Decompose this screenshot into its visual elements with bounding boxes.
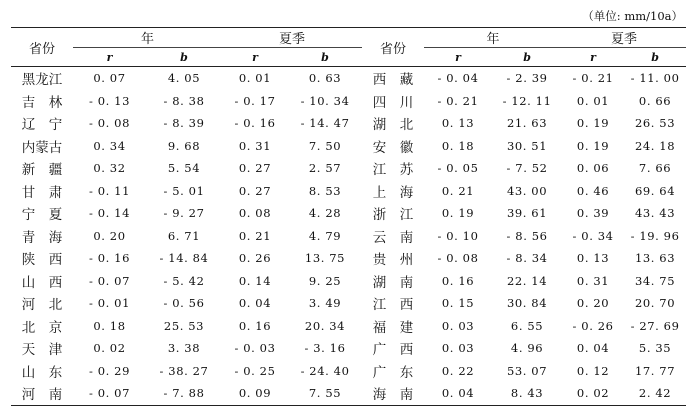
summer-b-cell: 2. 57 bbox=[308, 161, 342, 176]
year-b-cell: 39. 61 bbox=[506, 206, 548, 221]
year-b-cell: 9. 68 bbox=[167, 138, 201, 153]
summer-b-cell: - 19. 96 bbox=[630, 228, 680, 243]
year-r-cell: - 0. 05 bbox=[437, 161, 479, 176]
header-b: b bbox=[321, 50, 329, 64]
year-r-cell: - 0. 29 bbox=[88, 363, 130, 378]
summer-r-cell: 0. 01 bbox=[238, 71, 272, 86]
table-row bbox=[11, 180, 686, 203]
year-r-cell: 0. 22 bbox=[441, 363, 475, 378]
year-b-cell: 8. 43 bbox=[492, 382, 562, 405]
summer-b-cell: 4. 79 bbox=[308, 228, 342, 243]
table-row bbox=[11, 382, 686, 405]
header-row-1 bbox=[11, 28, 686, 48]
summer-b-cell: 13. 75 bbox=[304, 251, 346, 266]
summer-r-cell: 0. 16 bbox=[238, 318, 272, 333]
header-r: r bbox=[455, 50, 461, 64]
province-cell: 浙 江 bbox=[372, 207, 414, 224]
summer-r-cell: - 0. 03 bbox=[234, 341, 276, 356]
table-row bbox=[11, 292, 686, 315]
summer-b-cell: - 24. 40 bbox=[300, 363, 350, 378]
summer-r-cell: - 0. 25 bbox=[234, 363, 276, 378]
header-r: r bbox=[106, 50, 113, 64]
province-cell: 吉 林 bbox=[21, 94, 63, 111]
year-b-cell: - 8. 38 bbox=[163, 93, 205, 108]
province-cell: 河 北 bbox=[21, 297, 63, 314]
summer-r-cell: - 0. 17 bbox=[234, 93, 276, 108]
table-row bbox=[11, 135, 686, 158]
header-year-right: 年 bbox=[424, 28, 562, 48]
year-b-cell: 4. 96 bbox=[510, 341, 544, 356]
summer-b-cell: 4. 28 bbox=[308, 206, 342, 221]
year-b-cell: - 0. 56 bbox=[163, 296, 205, 311]
table-row bbox=[11, 90, 686, 113]
year-r-cell: 0. 20 bbox=[93, 228, 126, 243]
header-r: r bbox=[252, 50, 258, 64]
year-b-cell: - 8. 56 bbox=[506, 228, 548, 243]
year-b-cell: 30. 84 bbox=[506, 296, 548, 311]
year-b-cell: - 5. 01 bbox=[163, 183, 205, 198]
header-b: b bbox=[180, 50, 188, 64]
summer-b-cell: 7. 55 bbox=[288, 382, 362, 405]
table-row bbox=[11, 202, 686, 225]
province-cell: 湖 南 bbox=[372, 274, 414, 291]
province-cell: 贵 州 bbox=[372, 252, 414, 269]
year-b-cell: - 12. 11 bbox=[502, 93, 552, 108]
header-row-2 bbox=[11, 48, 686, 67]
province-cell: 宁 夏 bbox=[21, 207, 63, 224]
province-cell: 四 川 bbox=[372, 94, 414, 111]
province-cell: 山 西 bbox=[21, 274, 63, 291]
year-b-cell: - 9. 27 bbox=[163, 206, 205, 221]
province-cell: 福 建 bbox=[372, 319, 414, 336]
summer-r-cell: 0. 39 bbox=[576, 206, 610, 221]
year-r-cell: 0. 19 bbox=[441, 206, 475, 221]
summer-r-cell: 0. 19 bbox=[576, 116, 610, 131]
summer-r-cell: 0. 46 bbox=[576, 183, 610, 198]
year-b-cell: 30. 51 bbox=[506, 138, 548, 153]
province-cell: 北 京 bbox=[21, 319, 63, 336]
year-r-cell: 0. 16 bbox=[441, 273, 475, 288]
year-b-cell: - 7. 52 bbox=[506, 161, 548, 176]
year-b-cell: 3. 38 bbox=[167, 341, 201, 356]
year-b-cell: 22. 14 bbox=[506, 273, 548, 288]
summer-b-cell: - 11. 00 bbox=[630, 71, 680, 86]
year-r-cell: - 0. 10 bbox=[437, 228, 479, 243]
summer-r-cell: 0. 12 bbox=[576, 363, 610, 378]
summer-b-cell: 5. 35 bbox=[638, 341, 672, 356]
year-b-cell: - 5. 42 bbox=[163, 273, 205, 288]
province-cell: 黑龙江 bbox=[21, 72, 63, 89]
summer-b-cell: 43. 43 bbox=[634, 206, 676, 221]
header-b: b bbox=[651, 50, 659, 64]
province-cell: 天 津 bbox=[21, 342, 63, 359]
summer-r-cell: 0. 31 bbox=[576, 273, 610, 288]
summer-b-cell: - 3. 16 bbox=[304, 341, 346, 356]
province-cell: 新 疆 bbox=[21, 162, 63, 179]
year-r-cell: - 0. 14 bbox=[88, 206, 130, 221]
year-r-cell: 0. 32 bbox=[93, 161, 126, 176]
summer-r-cell: 0. 02 bbox=[562, 382, 624, 405]
header-r: r bbox=[590, 50, 596, 64]
summer-r-cell: 0. 06 bbox=[576, 161, 610, 176]
table-row bbox=[11, 67, 686, 90]
year-r-cell: - 0. 08 bbox=[88, 116, 130, 131]
year-r-cell: 0. 15 bbox=[441, 296, 475, 311]
year-b-cell: 53. 07 bbox=[506, 363, 548, 378]
summer-r-cell: 0. 04 bbox=[238, 296, 272, 311]
table-row bbox=[11, 225, 686, 248]
year-b-cell: - 8. 39 bbox=[163, 116, 205, 131]
summer-r-cell: 0. 26 bbox=[238, 251, 272, 266]
summer-b-cell: 7. 50 bbox=[308, 138, 342, 153]
summer-b-cell: 0. 63 bbox=[308, 71, 342, 86]
province-cell: 西 藏 bbox=[372, 72, 414, 89]
summer-r-cell: 0. 04 bbox=[576, 341, 610, 356]
year-r-cell: 0. 18 bbox=[93, 318, 126, 333]
table-row bbox=[11, 360, 686, 383]
summer-r-cell: 0. 20 bbox=[576, 296, 610, 311]
year-r-cell: 0. 07 bbox=[93, 71, 126, 86]
year-r-cell: 0. 34 bbox=[93, 138, 126, 153]
summer-r-cell: - 0. 34 bbox=[572, 228, 614, 243]
precipitation-trend-table bbox=[11, 27, 686, 406]
year-r-cell: 0. 03 bbox=[441, 341, 475, 356]
summer-r-cell: 0. 21 bbox=[238, 228, 272, 243]
year-b-cell: 25. 53 bbox=[163, 318, 205, 333]
province-cell: 广 西 bbox=[372, 342, 414, 359]
summer-b-cell: 9. 25 bbox=[308, 273, 342, 288]
summer-r-cell: 0. 09 bbox=[222, 382, 288, 405]
summer-r-cell: 0. 19 bbox=[576, 138, 610, 153]
summer-r-cell: 0. 27 bbox=[238, 183, 272, 198]
summer-r-cell: 0. 01 bbox=[576, 93, 610, 108]
summer-b-cell: 26. 53 bbox=[634, 116, 676, 131]
year-b-cell: 43. 00 bbox=[506, 183, 548, 198]
table-row bbox=[11, 337, 686, 360]
summer-r-cell: 0. 27 bbox=[238, 161, 272, 176]
header-b: b bbox=[523, 50, 531, 64]
summer-r-cell: - 0. 26 bbox=[572, 318, 614, 333]
table-row bbox=[11, 112, 686, 135]
table-row bbox=[11, 315, 686, 338]
year-r-cell: 0. 02 bbox=[93, 341, 126, 356]
header-province-left: 省份 bbox=[11, 28, 73, 67]
summer-r-cell: 0. 08 bbox=[238, 206, 272, 221]
province-cell: 广 东 bbox=[372, 364, 414, 381]
province-cell: 海 南 bbox=[362, 382, 424, 405]
summer-b-cell: 24. 18 bbox=[634, 138, 676, 153]
year-r-cell: 0. 03 bbox=[441, 318, 475, 333]
header-summer-right: 夏季 bbox=[562, 28, 686, 48]
province-cell: 上 海 bbox=[372, 184, 414, 201]
summer-b-cell: 17. 77 bbox=[634, 363, 676, 378]
year-r-cell: - 0. 04 bbox=[437, 71, 479, 86]
summer-b-cell: 13. 63 bbox=[634, 251, 676, 266]
summer-b-cell: 0. 66 bbox=[638, 93, 672, 108]
province-cell: 河 南 bbox=[11, 382, 73, 405]
unit-label: （单位: mm/10a） bbox=[582, 9, 683, 23]
year-r-cell: - 0. 07 bbox=[88, 273, 130, 288]
year-b-cell: - 38. 27 bbox=[159, 363, 209, 378]
summer-r-cell: - 0. 21 bbox=[572, 71, 614, 86]
year-r-cell: - 0. 21 bbox=[437, 93, 479, 108]
summer-b-cell: 3. 49 bbox=[308, 296, 342, 311]
header-summer-left: 夏季 bbox=[222, 28, 362, 48]
year-b-cell: 21. 63 bbox=[506, 116, 548, 131]
table-row bbox=[11, 270, 686, 293]
province-cell: 内蒙古 bbox=[21, 139, 63, 156]
year-b-cell: 6. 55 bbox=[510, 318, 544, 333]
province-cell: 甘 肃 bbox=[21, 184, 63, 201]
summer-r-cell: 0. 13 bbox=[576, 251, 610, 266]
summer-b-cell: 2. 42 bbox=[624, 382, 686, 405]
year-b-cell: - 2. 39 bbox=[506, 71, 548, 86]
summer-b-cell: 20. 34 bbox=[304, 318, 346, 333]
province-cell: 青 海 bbox=[21, 229, 63, 246]
year-b-cell: - 8. 34 bbox=[506, 251, 548, 266]
summer-b-cell: 20. 70 bbox=[634, 296, 676, 311]
year-r-cell: - 0. 01 bbox=[88, 296, 130, 311]
year-r-cell: 0. 13 bbox=[441, 116, 475, 131]
province-cell: 山 东 bbox=[21, 364, 63, 381]
summer-b-cell: 8. 53 bbox=[308, 183, 342, 198]
year-r-cell: 0. 04 bbox=[424, 382, 492, 405]
year-r-cell: - 0. 11 bbox=[88, 183, 130, 198]
year-b-cell: - 7. 88 bbox=[146, 382, 222, 405]
summer-b-cell: 34. 75 bbox=[634, 273, 676, 288]
summer-r-cell: 0. 14 bbox=[238, 273, 272, 288]
year-r-cell: - 0. 08 bbox=[437, 251, 479, 266]
year-b-cell: 4. 05 bbox=[167, 71, 201, 86]
summer-b-cell: - 27. 69 bbox=[630, 318, 680, 333]
summer-r-cell: 0. 31 bbox=[238, 138, 272, 153]
header-year-left: 年 bbox=[73, 28, 222, 48]
summer-b-cell: - 14. 47 bbox=[300, 116, 350, 131]
province-cell: 云 南 bbox=[372, 229, 414, 246]
summer-b-cell: 69. 64 bbox=[634, 183, 676, 198]
province-cell: 湖 北 bbox=[372, 117, 414, 134]
header-province-right: 省份 bbox=[362, 28, 424, 67]
year-b-cell: - 14. 84 bbox=[159, 251, 209, 266]
year-r-cell: 0. 18 bbox=[441, 138, 475, 153]
province-cell: 江 西 bbox=[372, 297, 414, 314]
year-b-cell: 6. 71 bbox=[167, 228, 201, 243]
year-r-cell: - 0. 16 bbox=[88, 251, 130, 266]
year-b-cell: 5. 54 bbox=[167, 161, 201, 176]
year-r-cell: 0. 21 bbox=[441, 183, 475, 198]
year-r-cell: - 0. 13 bbox=[88, 93, 130, 108]
summer-b-cell: 7. 66 bbox=[638, 161, 672, 176]
table-row bbox=[11, 247, 686, 270]
summer-r-cell: - 0. 16 bbox=[234, 116, 276, 131]
province-cell: 江 苏 bbox=[372, 162, 414, 179]
province-cell: 陕 西 bbox=[21, 252, 63, 269]
summer-b-cell: - 10. 34 bbox=[300, 93, 350, 108]
table-row bbox=[11, 157, 686, 180]
province-cell: 辽 宁 bbox=[21, 117, 63, 134]
year-r-cell: - 0. 07 bbox=[73, 382, 146, 405]
province-cell: 安 徽 bbox=[372, 139, 414, 156]
